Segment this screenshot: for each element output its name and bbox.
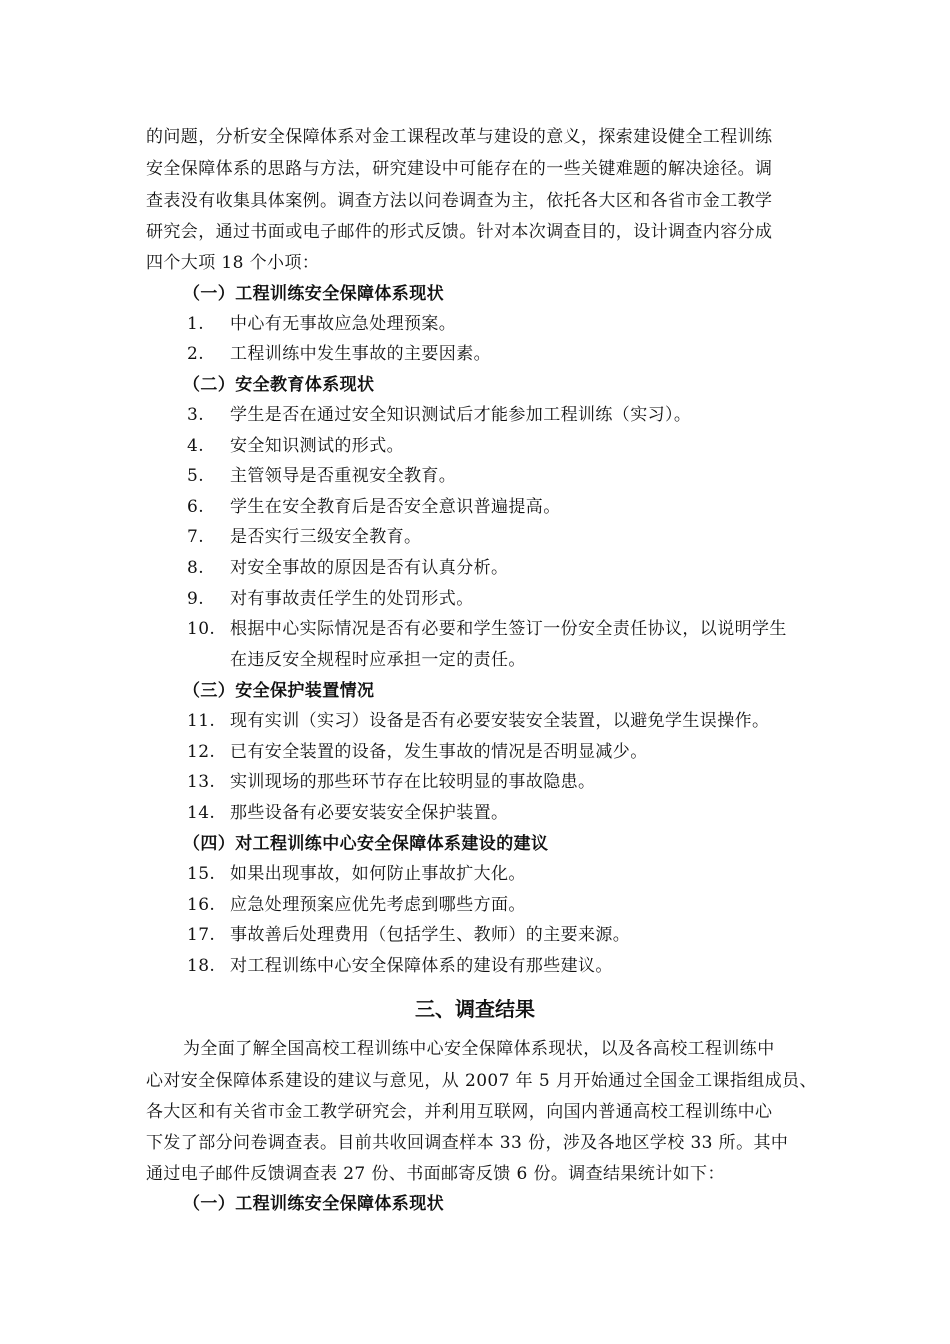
intro-line: 的问题，分析安全保障体系对金工课程改革与建设的意义，探索建设健全工程训练 — [146, 127, 773, 147]
item-text: 主管领导是否重视安全教育。 — [230, 466, 457, 486]
section-heading: （二）安全教育体系现状 — [183, 375, 375, 395]
intro-line: 安全保障体系的思路与方法，研究建设中可能存在的一些关键难题的解决途径。调 — [146, 159, 773, 179]
intro-line: 四个大项 18 个小项： — [146, 253, 320, 273]
item-text: 如果出现事故，如何防止事故扩大化。 — [230, 864, 526, 884]
results-line: 心对安全保障体系建设的建议与意见，从 2007 年 5 月开始通过全国金工课指组成员、 — [146, 1071, 817, 1091]
item-number: 8. — [187, 558, 205, 578]
item-text: 工程训练中发生事故的主要因素。 — [230, 344, 491, 364]
item-number: 2. — [187, 344, 205, 364]
section-heading: （一）工程训练安全保障体系现状 — [183, 284, 444, 304]
results-line: 为全面了解全国高校工程训练中心安全保障体系现状，以及各高校工程训练中 — [183, 1039, 775, 1059]
item-text: 安全知识测试的形式。 — [230, 436, 404, 456]
item-text: 学生是否在通过安全知识测试后才能参加工程训练（实习）。 — [230, 405, 692, 425]
section-heading: （四）对工程训练中心安全保障体系建设的建议 — [183, 834, 549, 854]
item-text: 对有事故责任学生的处罚形式。 — [230, 589, 474, 609]
item-text: 已有安全装置的设备，发生事故的情况是否明显减少。 — [230, 742, 648, 762]
item-number: 11. — [187, 711, 216, 731]
item-text: 那些设备有必要安装安全保护装置。 — [230, 803, 509, 823]
item-text: 对安全事故的原因是否有认真分析。 — [230, 558, 509, 578]
item-text: 现有实训（实习）设备是否有必要安装安全装置，以避免学生误操作。 — [230, 711, 770, 731]
item-text: 根据中心实际情况是否有必要和学生签订一份安全责任协议，以说明学生 — [230, 619, 787, 639]
item-text: 在违反安全规程时应承担一定的责任。 — [230, 650, 526, 670]
item-number: 9. — [187, 589, 205, 609]
section-heading: （一）工程训练安全保障体系现状 — [183, 1194, 444, 1214]
item-text: 对工程训练中心安全保障体系的建设有那些建议。 — [230, 956, 613, 976]
item-number: 4. — [187, 436, 205, 456]
item-number: 15. — [187, 864, 216, 884]
intro-line: 研究会，通过书面或电子邮件的形式反馈。针对本次调查目的，设计调查内容分成 — [146, 222, 773, 242]
item-text: 中心有无事故应急处理预案。 — [230, 314, 457, 334]
item-number: 7. — [187, 527, 205, 547]
item-number: 6. — [187, 497, 205, 517]
item-text: 事故善后处理费用（包括学生、教师）的主要来源。 — [230, 925, 631, 945]
results-line: 各大区和有关省市金工教学研究会，并利用互联网，向国内普通高校工程训练中心 — [146, 1102, 773, 1122]
item-text: 应急处理预案应优先考虑到哪些方面。 — [230, 895, 526, 915]
item-text: 实训现场的那些环节存在比较明显的事故隐患。 — [230, 772, 596, 792]
item-text: 是否实行三级安全教育。 — [230, 527, 422, 547]
item-number: 3. — [187, 405, 205, 425]
item-number: 1. — [187, 314, 205, 334]
item-number: 18. — [187, 956, 216, 976]
section-heading: （三）安全保护装置情况 — [183, 681, 375, 701]
item-number: 5. — [187, 466, 205, 486]
item-number: 17. — [187, 925, 216, 945]
chapter-heading: 三、调查结果 — [415, 997, 535, 1021]
item-number: 10. — [187, 619, 216, 639]
intro-line: 查表没有收集具体案例。调查方法以问卷调查为主，依托各大区和各省市金工教学 — [146, 191, 773, 211]
results-line: 通过电子邮件反馈调查表 27 份、书面邮寄反馈 6 份。调查结果统计如下： — [146, 1164, 725, 1184]
item-text: 学生在安全教育后是否安全意识普遍提高。 — [230, 497, 561, 517]
results-line: 下发了部分问卷调查表。目前共收回调查样本 33 份，涉及各地区学校 33 所。其中 — [146, 1133, 789, 1153]
item-number: 16. — [187, 895, 216, 915]
item-number: 13. — [187, 772, 216, 792]
item-number: 14. — [187, 803, 216, 823]
item-number: 12. — [187, 742, 216, 762]
